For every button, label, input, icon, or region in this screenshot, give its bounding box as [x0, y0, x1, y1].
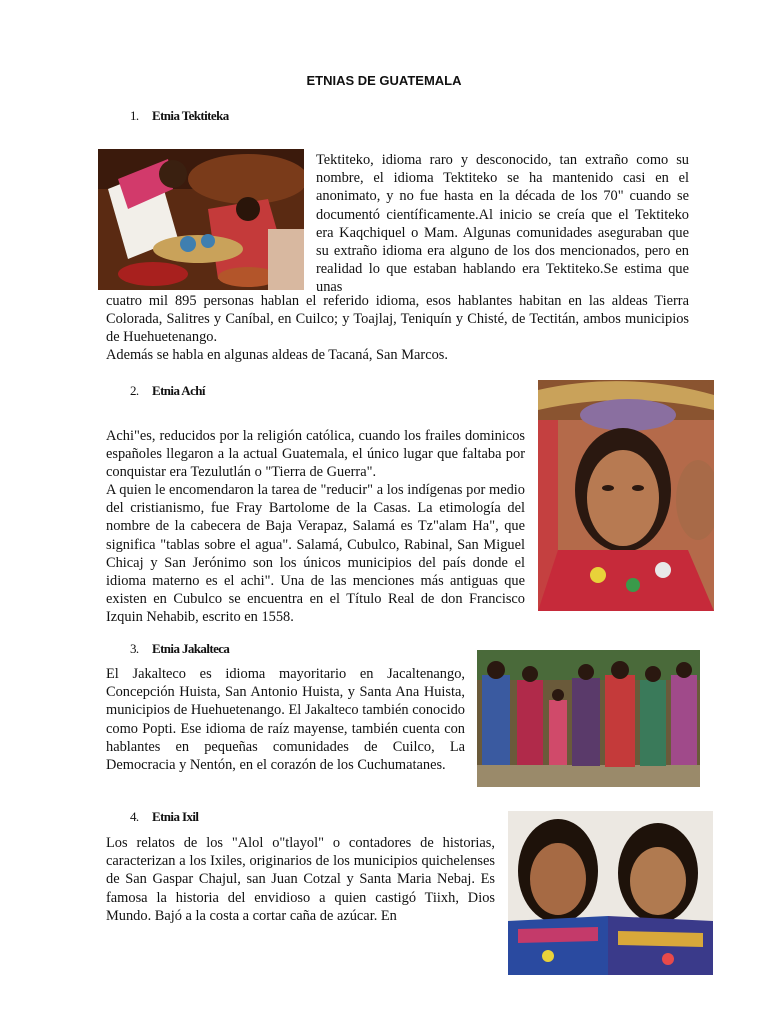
achi-girl-photo — [538, 380, 714, 611]
document-title: ETNIAS DE GUATEMALA — [306, 73, 462, 88]
achi-paragraph-2: A quien le encomendaron la tarea de "reducir" a los indígenas por medio del cristianismo, fue Fray Bartolome de la Casas. La etimología del nombre de la cabecera de Baja Verapaz, Salamá es Tz"alam Ha", que significa "tablas sobre el agua". Salamá, Cubulco, Rabinal, San Miguel Chicaj y San Jerónimo son los únicos municipios del país donde el idioma materno es el achi". Una de las menciones más antiguas que existen en Cubulco se encuentra en el Título Real de don Francisco Izquin Nehabib, escrito en 1558. — [106, 482, 525, 626]
tektiteka-paragraph-full: cuatro mil 895 personas hablan el referido idioma, esos hablantes habitan en las aldeas Tierra Colorada, Salitres y Caníbal, en Cuilco; y Toajlaj, Teniquín y Chisté, de Tectitán, ambos municipios de Huehuetenango. — [106, 293, 689, 346]
section-heading-tektiteka — [130, 108, 229, 124]
ixil-women-photo — [508, 811, 713, 975]
tektiteka-paragraph-extra: Además se habla en algunas aldeas de Tacaná, San Marcos. — [106, 347, 448, 363]
tektiteka-paragraph-right: Tektiteko, idioma raro y desconocido, tan extraño como su nombre, el idioma Tektiteko se ha mantenido casi en el anonimato, y no fue hasta en la década de los 70" cuando se documentó científicamente.Al inicio se creía que el Tektiteko era Kaqchiquel o Mam. Algunas comunidades aseguraban que su extraño idioma era alguno de los dos mencionados, pero en realidad lo que estaban hablando era Tektiteko.Se estima que unas — [316, 152, 689, 296]
jakalteca-paragraph: El Jakalteco es idioma mayoritario en Jacaltenango, Concepción Huista, San Antonio Huista, y Santa Ana Huista, municipios de Huehuetenango. El Jakalteco también conocido como Popti. Ese idioma de raíz mayense, también cuenta con hablantes en pequeñas comunidades de Cuilco, La Democracia y Nentón, en el corazón de los Cuchumatanes. — [106, 666, 465, 774]
section-title: Etnia Ixil — [152, 809, 199, 824]
jakalteca-women-photo — [477, 650, 700, 787]
section-title: Etnia Achí — [152, 383, 205, 398]
section-number: 3. — [130, 641, 139, 656]
section-heading-jakalteca — [130, 641, 229, 657]
section-heading-achi — [130, 383, 205, 399]
achi-paragraph-1: Achi"es, reducidos por la religión católica, cuando los frailes dominicos españoles llegaron a la actual Guatemala, el único lugar que faltaba por conquistar era Tezulutlán o "Tierra de Guerra". — [106, 428, 525, 481]
ixil-paragraph: Los relatos de los "Alol o"tlayol" o contadores de historias, caracterizan a los Ixiles, originarios de los municipios quichelenses de San Gaspar Chajul, san Juan Cotzal y Santa Maria Nebaj. Es famosa la historia del envidioso a quien castigó Tiixh, Dios Mundo. Bajó a la costa a cortar caña de azúcar. En — [106, 835, 495, 924]
tektiteka-market-photo — [98, 149, 304, 290]
section-title: Etnia Tektiteka — [152, 108, 229, 123]
section-title: Etnia Jakalteca — [152, 641, 230, 656]
section-number: 1. — [130, 108, 139, 123]
section-heading-ixil — [130, 809, 198, 825]
section-number: 4. — [130, 809, 139, 824]
section-number: 2. — [130, 383, 139, 398]
